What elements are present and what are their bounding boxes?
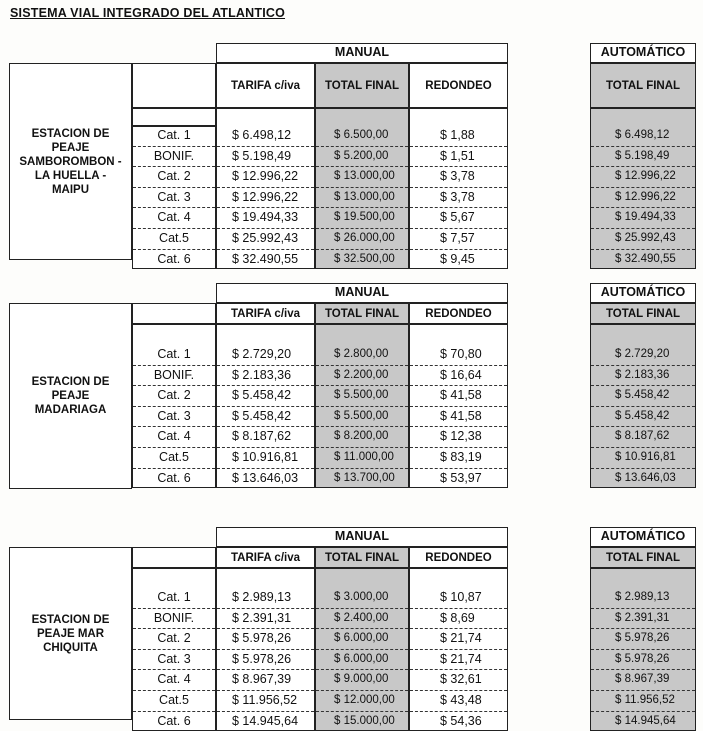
redondeo-cell: $ 21,74 (410, 649, 507, 670)
total-final-cell: $ 13.000,00 (316, 166, 408, 187)
automatico-header: AUTOMÁTICO (590, 527, 696, 547)
tarifa-cell: $ 12.996,22 (217, 166, 314, 187)
manual-header: MANUAL (216, 43, 508, 63)
redondeo-cell: $ 12,38 (410, 426, 507, 447)
category-cell: BONIF. (133, 608, 215, 629)
redondeo-cell: $ 16,64 (410, 365, 507, 386)
auto-total-cell: $ 2.989,13 (615, 591, 670, 603)
tarifa-cell: $ 25.992,43 (217, 228, 314, 249)
total-final-cell: $ 3.000,00 (334, 591, 389, 603)
category-header (132, 303, 216, 324)
total-final-cell: $ 26.000,00 (316, 228, 408, 249)
auto-total-cell: $ 5.198,49 (591, 146, 695, 167)
category-cell: Cat. 1 (157, 347, 191, 361)
auto-total-cell: $ 19.494,33 (591, 207, 695, 228)
redondeo-cell: $ 41,58 (410, 385, 507, 406)
tarifa-cell: $ 5.978,26 (217, 628, 314, 649)
tarifa-cell: $ 5.458,42 (217, 406, 314, 427)
tarifa-cell: $ 5.198,49 (217, 146, 314, 167)
redondeo-cell: $ 83,19 (410, 447, 507, 468)
redondeo-cell: $ 54,36 (410, 711, 507, 731)
auto-total-cell: $ 12.996,22 (591, 187, 695, 208)
total-column (315, 568, 409, 731)
redondeo-cell: $ 43,48 (410, 690, 507, 711)
auto-total-final-header: TOTAL FINAL (590, 547, 696, 568)
category-cell: Cat. 1 (157, 590, 191, 604)
redondeo-header: REDONDEO (409, 547, 508, 568)
tarifa-cell: $ 19.494,33 (217, 207, 314, 228)
redondeo-cell: $ 3,78 (410, 166, 507, 187)
total-final-cell: $ 5.500,00 (316, 406, 408, 427)
redondeo-column (409, 324, 508, 488)
total-final-header: TOTAL FINAL (315, 547, 409, 568)
auto-total-final-header: TOTAL FINAL (590, 303, 696, 324)
auto-total-cell: $ 12.996,22 (591, 166, 695, 187)
category-cell: BONIF. (133, 365, 215, 386)
auto-total-cell: $ 5.458,42 (591, 406, 695, 427)
auto-total-cell: $ 5.458,42 (591, 385, 695, 406)
category-cell: Cat. 2 (133, 166, 215, 187)
category-cell: Cat. 1 (133, 125, 215, 146)
category-cell: Cat.5 (133, 690, 215, 711)
tarifa-cell: $ 8.967,39 (217, 669, 314, 690)
tarifa-header: TARIFA c/iva (216, 63, 315, 108)
category-cell: Cat. 4 (133, 426, 215, 447)
station-name: ESTACION DE PEAJE SAMBOROMBON - LA HUELLA - MAIPU (19, 127, 122, 196)
redondeo-column (409, 108, 508, 269)
category-cell: Cat. 6 (133, 249, 215, 270)
total-final-cell: $ 2.800,00 (334, 348, 389, 360)
category-cell: Cat.5 (133, 447, 215, 468)
total-final-cell: $ 9.000,00 (316, 669, 408, 690)
tarifa-cell: $ 5.978,26 (217, 649, 314, 670)
auto-total-cell: $ 14.945,64 (591, 711, 695, 731)
auto-total-final-header: TOTAL FINAL (590, 63, 696, 108)
tarifa-cell: $ 13.646,03 (217, 468, 314, 489)
tarifa-column (216, 108, 315, 269)
tarifa-cell: $ 12.996,22 (217, 187, 314, 208)
redondeo-cell: $ 5,67 (410, 207, 507, 228)
total-final-header: TOTAL FINAL (315, 63, 409, 108)
total-column (315, 108, 409, 269)
auto-column (590, 324, 696, 488)
category-cell: Cat. 2 (133, 628, 215, 649)
total-final-cell: $ 2.400,00 (316, 608, 408, 629)
tarifa-column (216, 568, 315, 731)
auto-total-cell: $ 8.187,62 (591, 426, 695, 447)
tarifa-cell: $ 2.989,13 (232, 590, 292, 604)
redondeo-cell: $ 1,88 (440, 128, 475, 142)
cat-column (132, 568, 216, 731)
total-final-header: TOTAL FINAL (315, 303, 409, 324)
redondeo-cell: $ 41,58 (410, 406, 507, 427)
category-cell: BONIF. (133, 146, 215, 167)
auto-total-cell: $ 5.978,26 (591, 649, 695, 670)
station-name: ESTACION DE PEAJE MAR CHIQUITA (31, 613, 110, 654)
redondeo-header: REDONDEO (409, 303, 508, 324)
category-cell: Cat. 3 (133, 187, 215, 208)
redondeo-cell: $ 32,61 (410, 669, 507, 690)
total-final-cell: $ 32.500,00 (316, 249, 408, 270)
auto-total-cell: $ 25.992,43 (591, 228, 695, 249)
auto-total-cell: $ 11.956,52 (591, 690, 695, 711)
redondeo-cell: $ 53,97 (410, 468, 507, 489)
redondeo-cell: $ 21,74 (410, 628, 507, 649)
category-cell: Cat. 4 (133, 669, 215, 690)
tarifa-cell: $ 10.916,81 (217, 447, 314, 468)
tarifa-header: TARIFA c/iva (216, 547, 315, 568)
total-final-cell: $ 8.200,00 (316, 426, 408, 447)
total-final-cell: $ 6.500,00 (334, 129, 389, 141)
auto-total-cell: $ 6.498,12 (615, 129, 670, 141)
redondeo-cell: $ 1,51 (410, 146, 507, 167)
auto-column (590, 108, 696, 269)
auto-total-cell: $ 13.646,03 (591, 468, 695, 489)
tarifa-cell: $ 14.945,64 (217, 711, 314, 731)
cat-column (132, 108, 216, 269)
auto-total-cell: $ 10.916,81 (591, 447, 695, 468)
tarifa-cell: $ 11.956,52 (217, 690, 314, 711)
total-column (315, 324, 409, 488)
category-cell: Cat. 3 (133, 649, 215, 670)
total-final-cell: $ 2.200,00 (316, 365, 408, 386)
total-final-cell: $ 11.000,00 (316, 447, 408, 468)
total-final-cell: $ 5.500,00 (316, 385, 408, 406)
category-header (132, 63, 216, 108)
total-final-cell: $ 15.000,00 (316, 711, 408, 731)
tarifa-cell: $ 2.391,31 (217, 608, 314, 629)
cat-column (132, 324, 216, 488)
tarifa-column (216, 324, 315, 488)
auto-total-cell: $ 32.490,55 (591, 249, 695, 270)
category-cell: Cat. 2 (133, 385, 215, 406)
auto-total-cell: $ 2.391,31 (591, 608, 695, 629)
redondeo-header: REDONDEO (409, 63, 508, 108)
total-final-cell: $ 13.000,00 (316, 187, 408, 208)
station-name: ESTACION DE PEAJE MADARIAGA (31, 376, 110, 416)
tarifa-cell: $ 32.490,55 (217, 249, 314, 270)
manual-header: MANUAL (216, 283, 508, 303)
total-final-cell: $ 5.200,00 (316, 146, 408, 167)
category-cell: Cat. 6 (133, 468, 215, 489)
auto-column (590, 568, 696, 731)
redondeo-cell: $ 7,57 (410, 228, 507, 249)
total-final-cell: $ 19.500,00 (316, 207, 408, 228)
total-final-cell: $ 12.000,00 (316, 690, 408, 711)
auto-total-cell: $ 2.729,20 (615, 348, 670, 360)
station-name-box (9, 63, 132, 260)
tarifa-cell: $ 5.458,42 (217, 385, 314, 406)
auto-total-cell: $ 5.978,26 (591, 628, 695, 649)
total-final-cell: $ 6.000,00 (316, 628, 408, 649)
redondeo-cell: $ 8,69 (410, 608, 507, 629)
tarifa-header: TARIFA c/iva (216, 303, 315, 324)
redondeo-cell: $ 9,45 (410, 249, 507, 270)
tarifa-cell: $ 6.498,12 (232, 128, 292, 142)
redondeo-column (409, 568, 508, 731)
total-final-cell: $ 13.700,00 (316, 468, 408, 489)
category-cell: Cat. 6 (133, 711, 215, 731)
tarifa-cell: $ 2.183,36 (217, 365, 314, 386)
redondeo-cell: $ 10,87 (440, 590, 482, 604)
station-name-box (9, 547, 132, 720)
auto-total-cell: $ 8.967,39 (591, 669, 695, 690)
tarifa-cell: $ 2.729,20 (232, 347, 292, 361)
total-final-cell: $ 6.000,00 (316, 649, 408, 670)
redondeo-cell: $ 70,80 (440, 347, 482, 361)
automatico-header: AUTOMÁTICO (590, 283, 696, 303)
category-header (132, 547, 216, 568)
manual-header: MANUAL (216, 527, 508, 547)
station-name-box (9, 303, 132, 489)
category-cell: Cat. 3 (133, 406, 215, 427)
automatico-header: AUTOMÁTICO (590, 43, 696, 63)
category-cell: Cat. 4 (133, 207, 215, 228)
category-cell: Cat.5 (133, 228, 215, 249)
auto-total-cell: $ 2.183,36 (591, 365, 695, 386)
redondeo-cell: $ 3,78 (410, 187, 507, 208)
document-title: SISTEMA VIAL INTEGRADO DEL ATLANTICO (10, 6, 286, 20)
tarifa-cell: $ 8.187,62 (217, 426, 314, 447)
